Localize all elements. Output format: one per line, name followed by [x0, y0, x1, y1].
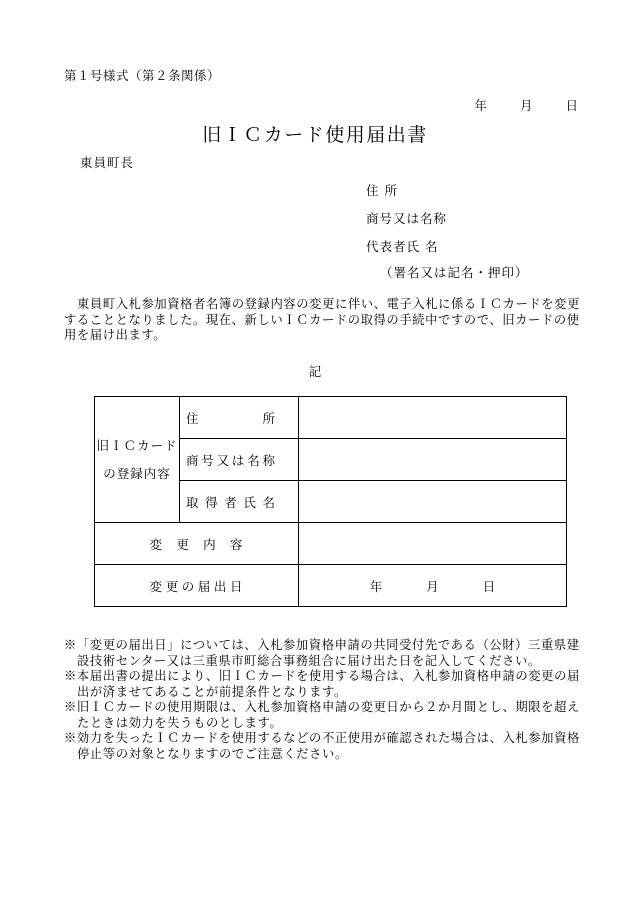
change-date-value[interactable]: [299, 565, 567, 607]
old-card-group-label: [95, 397, 180, 523]
table-row: [95, 397, 567, 439]
notes: [64, 638, 584, 762]
date-day-label: 日: [565, 98, 578, 113]
date-month-label: 月: [519, 98, 533, 113]
submission-date: [474, 96, 578, 114]
addressee: 東員町長: [80, 155, 135, 170]
row-address-value[interactable]: [299, 397, 567, 439]
registration-table: [94, 396, 567, 607]
change-content-value[interactable]: [299, 523, 567, 565]
change-content-label: 変 更 内 容: [95, 523, 299, 565]
signature-note: （署名又は記名・押印）: [380, 265, 529, 280]
note-item: ※旧ＩＣカードの使用期限は、入札参加資格申請の変更日から２か月間とし、期限を超えたときは効力を失うものとします。: [64, 700, 580, 730]
group-label-line-2: の登録内容: [103, 465, 171, 481]
form-number: 第１号様式（第２条関係）: [64, 68, 221, 83]
row-acquirer-value[interactable]: [299, 481, 567, 523]
row-address-label: 住 所: [180, 397, 299, 439]
row-name-value[interactable]: [299, 439, 567, 481]
body-text: 東員町入札参加資格者名簿の登録内容の変更に伴い、電子入札に係るＩＣカードを変更することとなりました。現在、新しいＩＣカードの取得の手続中ですので、旧カードの使用を届け出ます。: [64, 297, 580, 342]
note-item: ※「変更の届出日」については、入札参加資格申請の共同受付先である（公財）三重県建設技術センター又は三重県市町総合事務組合に届け出た日を記入してください。: [64, 638, 580, 668]
table-date-day: 日: [482, 578, 496, 594]
note-item: ※効力を失ったＩＣカードを使用するなどの不正使用が確認された場合は、入札参加資格停止等の対象となりますのでご注意ください。: [64, 731, 580, 761]
table-row: [95, 565, 567, 607]
table-date-year: 年: [369, 578, 383, 594]
document-title: 旧ＩＣカード使用届出書: [202, 124, 428, 146]
group-label-line-1: 旧ＩＣカード: [96, 437, 178, 453]
row-name-label: 商 号 又 は 名 称: [180, 439, 299, 481]
ki-heading: 記: [308, 364, 322, 379]
change-date-label: 変 更 の 届 出 日: [95, 565, 299, 607]
row-acquirer-label: 取 得 者 氏 名: [180, 481, 299, 523]
date-year-label: 年: [474, 98, 487, 113]
applicant-address-label: 住 所: [366, 183, 398, 198]
note-item: ※本届出書の提出により、旧ＩＣカードを使用する場合は、入札参加資格申請の変更の届出が済ませてあることが前提条件となります。: [64, 669, 580, 699]
table-date-month: 月: [426, 578, 439, 594]
applicant-representative-label: 代表者氏 名: [366, 239, 439, 254]
table-row: [95, 523, 567, 565]
applicant-name-label: 商号又は名称: [366, 211, 448, 226]
